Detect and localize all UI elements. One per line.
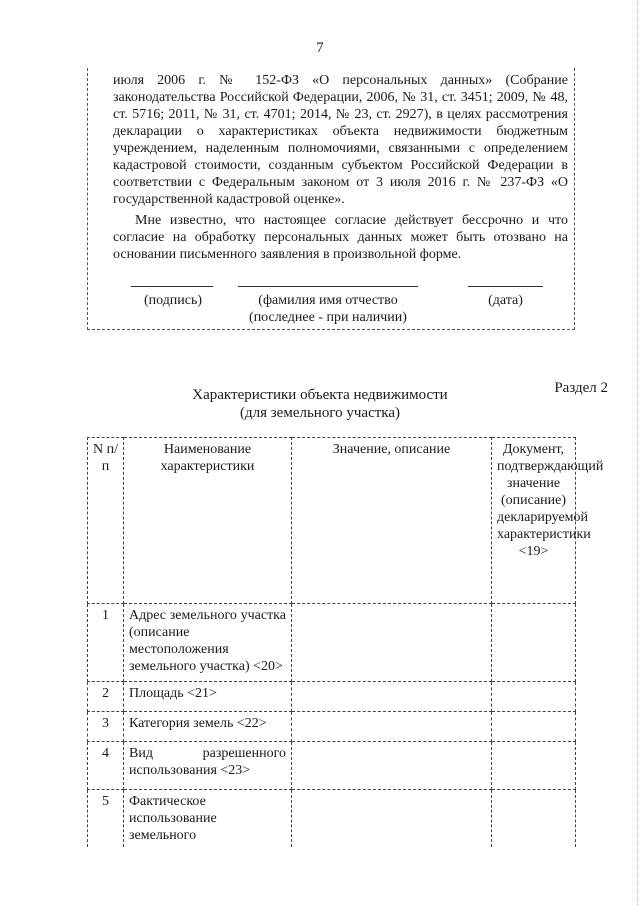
section-label: Раздел 2 — [554, 380, 608, 396]
characteristics-table — [87, 437, 604, 847]
table-row — [88, 712, 576, 742]
row-num: 3 — [88, 712, 124, 742]
table-header-row — [88, 438, 576, 604]
row-num: 1 — [88, 604, 124, 682]
consent-paragraph-1: июля 2006 г. № 152-ФЗ «О персональных данных» (Собрание законодательства Российской Федерации, 2006, № 31, ст. 3451; 2009, № 48, ст. 5716; 2011, № 31, ст. 4701; 2014, № 23, ст. 2927), в целях рассмотрения декларации о характеристиках объекта недвижимости бюджетным учреждением, наделенным полномочиями, связанными с определением кадастровой стоимости, созданным субъектом Российской Федерации в соответствии с Федеральным законом от 3 июля 2016 г. № 237-ФЗ «О государственной кадастровой оценке». — [113, 73, 568, 207]
signature-label: (подпись) — [143, 293, 203, 308]
row-value[interactable] — [292, 604, 492, 682]
name-label-line2: (последнее - при наличии) — [249, 310, 407, 325]
row-document[interactable] — [492, 712, 576, 742]
section-title — [0, 386, 640, 422]
page-number: 7 — [316, 40, 324, 56]
section-title-line2: (для земельного участка) — [239, 405, 400, 421]
row-name: Категория земель <22> — [124, 712, 292, 742]
row-num: 4 — [88, 742, 124, 790]
consent-box — [87, 68, 575, 330]
row-value[interactable] — [292, 682, 492, 712]
row-name: Адрес земельного участка (описание местоположения земельного участка) <20> — [124, 604, 292, 682]
row-name: Фактическое использование земельного — [124, 790, 292, 848]
section-title-line1: Характеристики объекта недвижимости — [192, 387, 448, 403]
table-row — [88, 604, 576, 682]
row-value[interactable] — [292, 790, 492, 848]
row-document[interactable] — [492, 742, 576, 790]
date-label: (дата) — [488, 293, 523, 308]
row-num: 2 — [88, 682, 124, 712]
row-num: 5 — [88, 790, 124, 848]
header-name: Наименование характеристики — [124, 438, 292, 604]
signature-line — [131, 286, 213, 287]
name-line — [238, 286, 418, 287]
row-name: Вид разрешенного использования <23> — [124, 742, 292, 790]
header-document: Документ, подтверждающий значение (описание) декларируемой характеристики <19> — [492, 438, 576, 604]
table-row — [88, 790, 576, 848]
row-value[interactable] — [292, 742, 492, 790]
row-document[interactable] — [492, 682, 576, 712]
row-name: Площадь <21> — [124, 682, 292, 712]
row-document[interactable] — [492, 604, 576, 682]
header-num: N п/п — [88, 438, 124, 604]
consent-paragraph-2: Мне известно, что настоящее согласие действует бессрочно и что согласие на обработку персональных данных может быть отозвано на основании письменного заявления в произвольной форме. — [113, 213, 568, 262]
page-edge — [637, 0, 638, 905]
row-value[interactable] — [292, 712, 492, 742]
date-line — [468, 286, 543, 287]
header-value: Значение, описание — [292, 438, 492, 604]
row-document[interactable] — [492, 790, 576, 848]
name-label — [218, 292, 438, 326]
table-row — [88, 742, 576, 790]
name-label-line1: (фамилия имя отчество — [258, 293, 398, 308]
consent-text — [113, 72, 568, 263]
table-row — [88, 682, 576, 712]
